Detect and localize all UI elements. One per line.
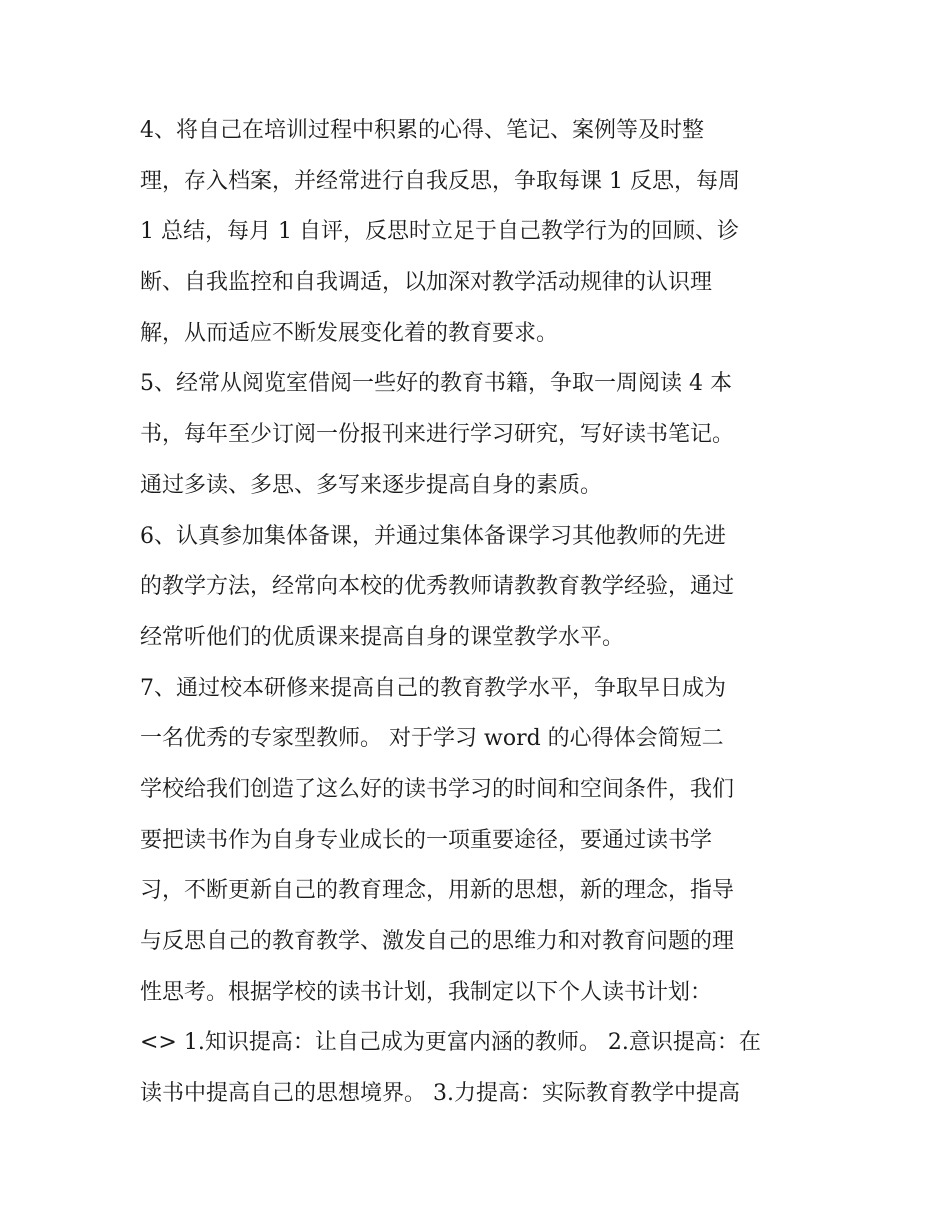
text-line: 习，不断更新自己的教育理念，用新的思想，新的理念，指导 [140,878,735,904]
text-line: 1 总结，每月 1 自评，反思时立足于自己教学行为的回顾、诊 [140,219,739,245]
text-line: 通过多读、多思、多写来逐步提高自身的素质。 [140,472,603,498]
text-line: 5、经常从阅览室借阅一些好的教育书籍，争取一周阅读 4 本 [140,371,732,397]
text-line: 理，存入档案，并经常进行自我反思，争取每课 1 反思，每周 [140,168,740,194]
document-body [140,106,820,1120]
text-line: 读书中提高自己的思想境界。 3.力提高：实际教育教学中提高 [140,1081,740,1107]
text-line: 与反思自己的教育教学、激发自己的思维力和对教育问题的理 [140,929,735,954]
text-line: 断、自我监控和自我调适，以加深对教学活动规律的认识理 [140,270,713,296]
text-line: <> 1.知识提高：让自己成为更富内涵的教师。 2.意识提高：在 [140,1030,761,1056]
text-line: 要把读书作为自身专业成长的一项重要途径，要通过读书学 [140,827,713,853]
text-line: 解，从而适应不断发展变化着的教育要求。 [140,320,559,346]
text-line: 书，每年至少订阅一份报刊来进行学习研究，写好读书笔记。 [140,422,735,448]
text-line: 性思考。根据学校的读书计划，我制定以下个人读书计划： [140,979,713,1005]
text-line: 7、通过校本研修来提高自己的教育教学水平，争取早日成为 [140,675,726,701]
text-line: 4、将自己在培训过程中积累的心得、笔记、案例等及时整 [140,118,704,143]
text-line: 6、认真参加集体备课，并通过集体备课学习其他教师的先进 [140,523,726,549]
text-line: 学校给我们创造了这么好的读书学习的时间和空间条件，我们 [140,776,735,802]
text-line: 经常听他们的优质课来提高自身的课堂教学水平。 [140,624,625,650]
text-line: 一名优秀的专家型教师。 对于学习 word 的心得体会简短二 [140,726,724,752]
text-line: 的教学方法，经常向本校的优秀教师请教教育教学经验，通过 [140,574,735,600]
